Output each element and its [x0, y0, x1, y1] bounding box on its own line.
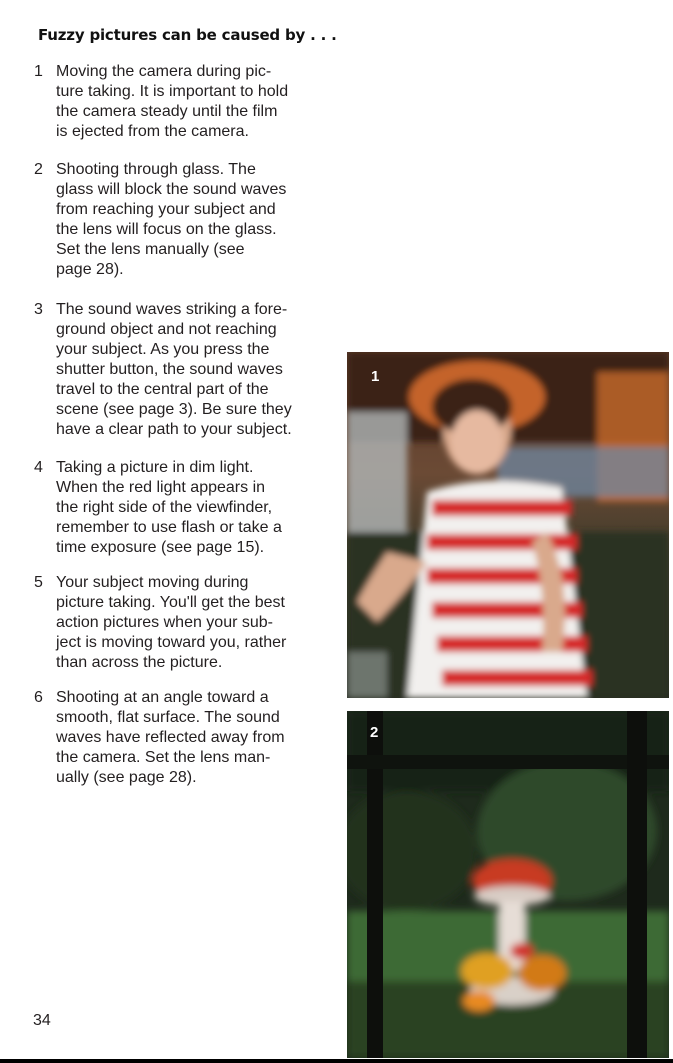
cause-text: Moving the camera during pic- ture taking. It is important to hold the camera steady until the film is ejected from the camera. — [56, 63, 289, 140]
cause-number: 1 — [34, 63, 43, 80]
cause-number: 2 — [34, 161, 43, 178]
cause-number: 4 — [34, 459, 43, 476]
page-heading: Fuzzy pictures can be caused by . . . — [38, 26, 337, 44]
cause-text: Shooting through glass. The glass will block the sound waves from reaching your subject and the lens will focus on the glass. Set the lens manually (see page 28). — [56, 161, 287, 278]
photo-1-image — [347, 352, 669, 698]
cause-text: Your subject moving during picture taking. You'll get the best action pictures when your sub- ject is moving toward you, rather than across the picture. — [56, 574, 287, 671]
cause-text: The sound waves striking a fore- ground object and not reaching your subject. As you press the shutter button, the sound waves travel to the central part of the scene (see page 3). Be sure they have a clear path to your subject. — [56, 301, 292, 438]
photo-through-glass — [347, 711, 669, 1058]
cause-text: Shooting at an angle toward a smooth, flat surface. The sound waves have reflected away from the camera. Set the lens man- ually (see page 28). — [56, 689, 285, 786]
page-number: 34 — [33, 1012, 51, 1029]
page-bottom-edge — [0, 1059, 673, 1063]
photo-label: 2 — [370, 724, 379, 741]
photo-2-image — [347, 711, 669, 1058]
cause-number: 5 — [34, 574, 43, 591]
cause-number: 3 — [34, 301, 43, 318]
photo-label: 1 — [371, 368, 380, 385]
photo-blurred-woman — [347, 352, 669, 698]
cause-number: 6 — [34, 689, 43, 706]
cause-text: Taking a picture in dim light. When the red light appears in the right side of the viewfinder, remember to use flash or take a time exposure (see page 15). — [56, 459, 282, 556]
